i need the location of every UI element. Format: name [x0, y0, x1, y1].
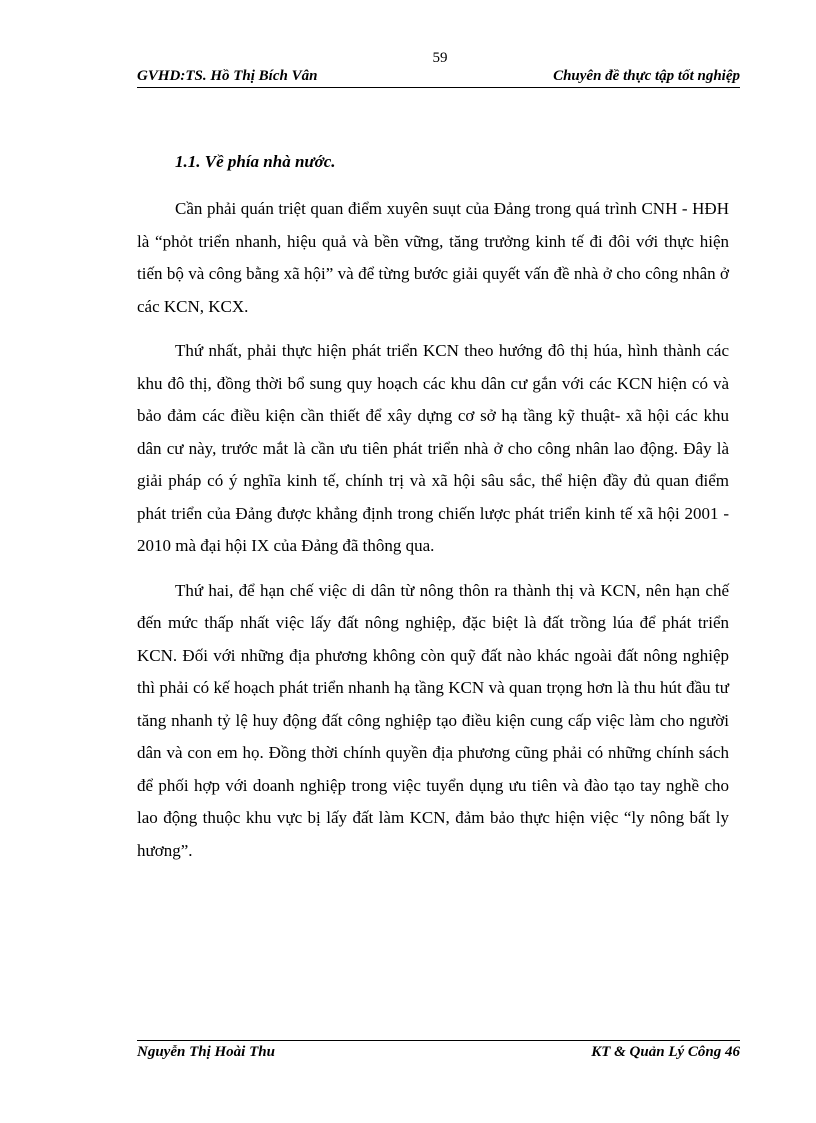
page-header — [137, 67, 740, 88]
header-document-type: Chuyên đề thực tập tốt nghiệp — [553, 68, 740, 84]
page-number: 59 — [432, 50, 448, 66]
page-footer — [137, 1040, 740, 1063]
footer-author: Nguyễn Thị Hoài Thu — [137, 1044, 275, 1060]
body-text — [137, 193, 729, 879]
paragraph: Cần phải quán triệt quan điểm xuyên suụt của Đảng trong quá trình CNH - HĐH là “phỏt triển nhanh, hiệu quả và bền vững, tăng trưởng kinh tế đi đôi với thực hiện tiến bộ và công bằng xã hội” và để từng bước giải quyết vấn đề nhà ở cho công nhân ở các KCN, KCX. — [137, 199, 729, 316]
paragraph: Thứ nhất, phải thực hiện phát triển KCN theo hướng đô thị húa, hình thành các khu đô thị, đồng thời bổ sung quy hoạch các khu dân cư gắn với các KCN hiện có và bảo đảm các điều kiện cần thiết để xây dựng cơ sở hạ tầng kỹ thuật- xã hội các khu dân cư này, trước mắt là cần ưu tiên phát triển nhà ở cho công nhân lao động. Đây là giải pháp có ý nghĩa kinh tế, chính trị và xã hội sâu sắc, thể hiện đầy đủ quan điểm phát triển của Đảng được khẳng định trong chiến lược phát triển kinh tế xã hội 2001 - 2010 mà đại hội IX của Đảng đã thông qua. — [137, 341, 729, 555]
footer-class: KT & Quản Lý Công 46 — [591, 1044, 740, 1060]
header-supervisor: GVHD:TS. Hồ Thị Bích Vân — [137, 68, 318, 84]
section-title: 1.1. Về phía nhà nước. — [175, 152, 336, 171]
paragraph: Thứ hai, để hạn chế việc di dân từ nông thôn ra thành thị và KCN, nên hạn chế đến mức thấp nhất việc lấy đất nông nghiệp, đặc biệt là đất trồng lúa để phát triển KCN. Đối với những địa phương không còn quỹ đất nào khác ngoài đất nông nghiệp thì phải có kế hoạch phát triển nhanh hạ tầng KCN và quan trọng hơn là thu hút đầu tư tăng nhanh tỷ lệ huy động đất công nghiệp tạo điều kiện cung cấp việc làm cho người dân và con em họ. Đồng thời chính quyền địa phương cũng phải có những chính sách để phối hợp với doanh nghiệp trong việc tuyển dụng ưu tiên và đào tạo tay nghề cho lao động thuộc khu vực bị lấy đất làm KCN, đảm bảo thực hiện việc “ly nông bất ly hương”. — [137, 580, 729, 860]
